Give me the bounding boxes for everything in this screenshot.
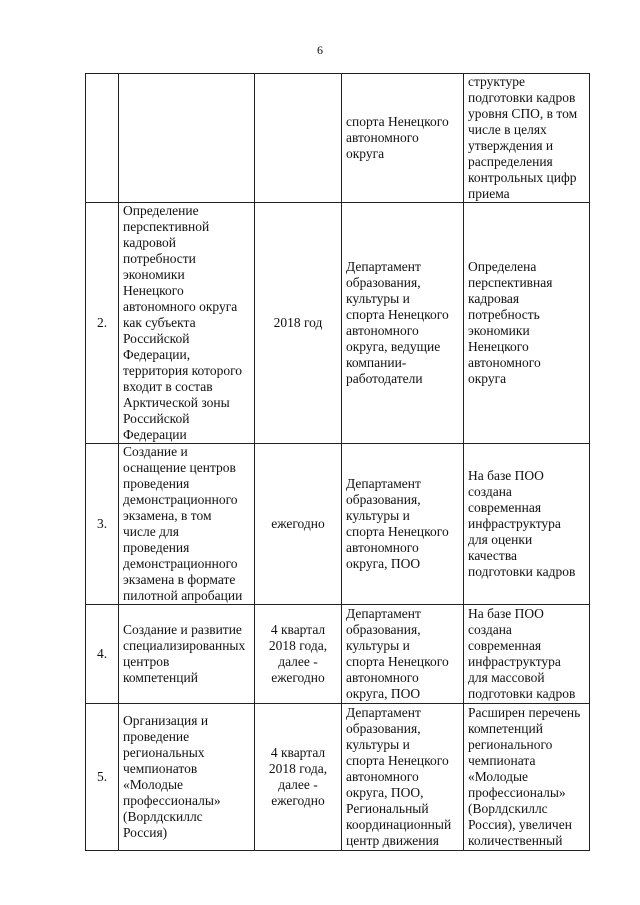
measure-name-cell: Определение перспективной кадровой потребности экономики Ненецкого автономного округа как субъекта Российской Федерации, территория которого входит в состав Арктической зоны Российской Федерации	[119, 203, 255, 444]
executor-cell: спорта Ненецкого автономного округа	[342, 74, 464, 203]
result-cell: На базе ПОО создана современная инфраструктура для массовой подготовки кадров	[464, 605, 590, 704]
executor-cell: Департамент образования, культуры и спорта Ненецкого автономного округа, ПОО	[342, 605, 464, 704]
deadline-cell: 2018 год	[255, 203, 342, 444]
result-cell: Определена перспективная кадровая потребность экономики Ненецкого автономного округа	[464, 203, 590, 444]
measure-name-cell: Создание и развитие специализированных центров компетенций	[119, 605, 255, 704]
deadline-cell: ежегодно	[255, 444, 342, 605]
page-number: 6	[317, 43, 323, 57]
executor-cell: Департамент образования, культуры и спорта Ненецкого автономного округа, ведущие компании- работодатели	[342, 203, 464, 444]
table-row	[86, 444, 590, 605]
deadline-cell: 4 квартал 2018 года, далее - ежегодно	[255, 704, 342, 851]
table-row	[86, 203, 590, 444]
executor-cell: Департамент образования, культуры и спорта Ненецкого автономного округа, ПОО	[342, 444, 464, 605]
executor-cell: Департамент образования, культуры и спорта Ненецкого автономного округа, ПОО, Региональный координационный центр движения	[342, 704, 464, 851]
deadline-cell	[255, 74, 342, 203]
measures-table	[85, 73, 590, 851]
deadline-cell: 4 квартал 2018 года, далее - ежегодно	[255, 605, 342, 704]
result-cell: Расширен перечень компетенций регионального чемпионата «Молодые профессионалы» (Ворлдскиллс Россия), увеличен количественный	[464, 704, 590, 851]
row-number-cell: 5.	[86, 704, 119, 851]
row-number-cell: 2.	[86, 203, 119, 444]
table-row	[86, 605, 590, 704]
table-row	[86, 74, 590, 203]
measure-name-cell: Создание и оснащение центров проведения демонстрационного экзамена, в том числе для проведения демонстрационного экзамена в формате пилотной апробации	[119, 444, 255, 605]
measure-name-cell	[119, 74, 255, 203]
row-number-cell	[86, 74, 119, 203]
result-cell: структуре подготовки кадров уровня СПО, в том числе в целях утверждения и распределения контрольных цифр приема	[464, 74, 590, 203]
row-number-cell: 4.	[86, 605, 119, 704]
result-cell: На базе ПОО создана современная инфраструктура для оценки качества подготовки кадров	[464, 444, 590, 605]
row-number-cell: 3.	[86, 444, 119, 605]
table-row	[86, 704, 590, 851]
measure-name-cell: Организация и проведение региональных чемпионатов «Молодые профессионалы» (Ворлдскиллс Россия)	[119, 704, 255, 851]
